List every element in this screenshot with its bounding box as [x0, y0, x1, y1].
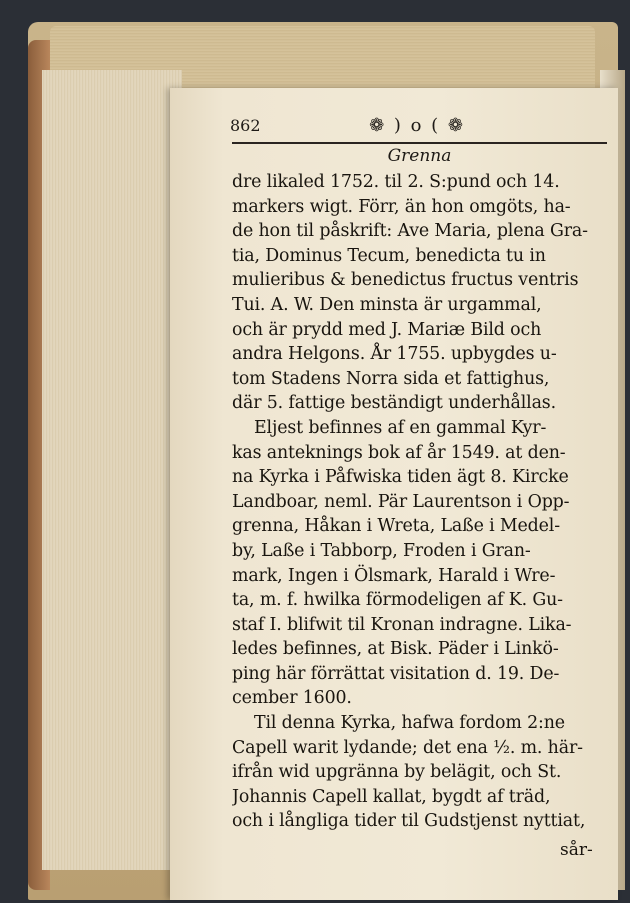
text-line: ta, m. f. hwilka förmodeligen af K. Gu-	[232, 590, 563, 611]
text-line: Johannis Capell kallat, bygdt af träd,	[232, 786, 551, 807]
text-line: andra Helgons. År 1755. upbygdes u-	[232, 344, 557, 365]
text-line: tia, Dominus Tecum, benedicta tu in	[232, 245, 546, 266]
text-line: de hon til påskrift: Ave Maria, plena Gra-	[232, 221, 588, 242]
text-line: mulieribus & benedictus fructus ventris	[232, 270, 579, 291]
text-line: Til denna Kyrka, hafwa fordom 2:ne	[254, 713, 565, 734]
text-line: Capell warit lydande; det ena ½. m. här-	[232, 737, 583, 758]
page-edges-left	[42, 70, 182, 870]
catchword: sår-	[560, 840, 593, 860]
text-line: Eljest befinnes af en gammal Kyr-	[254, 417, 547, 438]
page-header	[230, 113, 615, 137]
text-line: dre likaled 1752. til 2. S:pund och 14.	[232, 172, 560, 192]
text-line: där 5. fattige beständigt underhållas.	[232, 393, 556, 414]
page-number: 862	[230, 115, 261, 135]
text-line: ledes befinnes, at Bisk. Päder i Linkö-	[232, 639, 559, 660]
text-line: grenna, Håkan i Wreta, Laße i Medel-	[232, 516, 560, 537]
text-line: och i långliga tider til Gudstjenst nyttiat,	[232, 811, 586, 832]
text-line: by, Laße i Tabborp, Froden i Gran-	[232, 540, 531, 561]
text-line: och är prydd med J. Mariæ Bild och	[232, 319, 542, 340]
page-text	[232, 170, 614, 834]
header-rule	[232, 142, 607, 144]
text-line: staf I. blifwit til Kronan indragne. Lika-	[232, 614, 572, 635]
text-line: Landboar, neml. Pär Laurentson i Opp-	[232, 491, 570, 512]
header-ornament: ❁ ) o ( ❁	[369, 114, 465, 136]
text-line: mark, Ingen i Ölsmark, Harald i Wre-	[232, 565, 556, 586]
text-line: markers wigt. Förr, än hon omgöts, ha-	[232, 196, 571, 217]
text-line: kas anteknings bok af år 1549. at den-	[232, 442, 566, 463]
text-line: tom Stadens Norra sida et fattighus,	[232, 368, 550, 389]
text-line: ping här förrättat visitation d. 19. De-	[232, 663, 560, 684]
text-line: na Kyrka i Påfwiska tiden ägt 8. Kircke	[232, 467, 569, 488]
text-line: Tui. A. W. Den minsta är urgammal,	[232, 294, 542, 315]
text-line: cember 1600.	[232, 688, 352, 709]
running-head: Grenna	[387, 146, 452, 166]
text-line: ifrån wid upgränna by belägit, och St.	[232, 762, 562, 783]
